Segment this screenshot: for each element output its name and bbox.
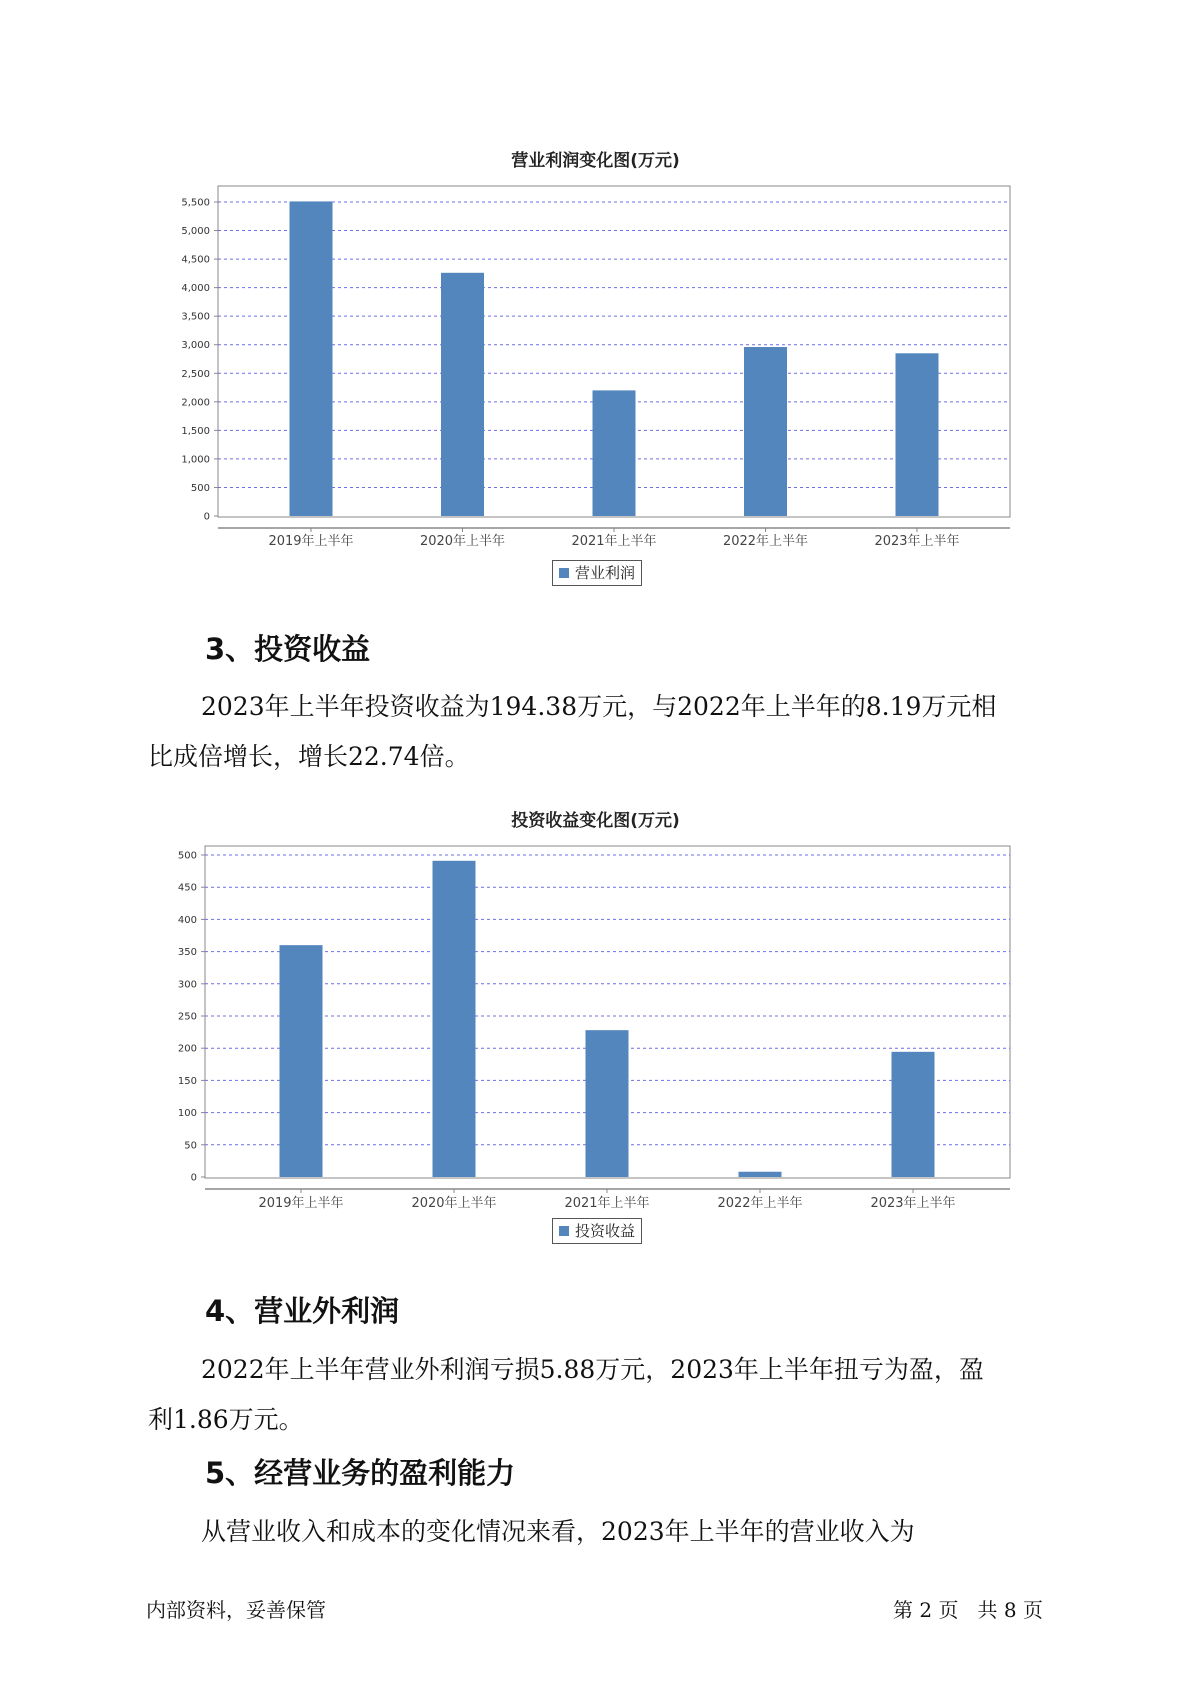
paragraph-profitability bbox=[148, 1507, 1048, 1557]
x-tick-label: 2020年上半年 bbox=[419, 534, 506, 549]
footer-note: 内部资料，妥善保管 bbox=[146, 1598, 326, 1622]
bar bbox=[280, 945, 323, 1177]
x-tick-label: 2020年上半年 bbox=[411, 1196, 497, 1211]
paragraph-line: 2022年上半年营业外利润亏损5.88万元，2023年上半年扭亏为盈，盈 bbox=[201, 1355, 984, 1384]
section-heading-profitability: 5、经营业务的盈利能力 bbox=[205, 1456, 516, 1490]
y-tick-label: 4,000 bbox=[181, 283, 210, 295]
y-tick-label: 1,500 bbox=[181, 425, 210, 437]
y-tick-label: 350 bbox=[177, 947, 197, 959]
y-tick-label: 250 bbox=[177, 1011, 197, 1023]
y-tick-label: 50 bbox=[184, 1140, 197, 1152]
y-tick-label: 3,000 bbox=[181, 340, 210, 352]
y-tick-label: 4,500 bbox=[181, 254, 210, 266]
y-tick-label: 5,000 bbox=[181, 226, 210, 238]
y-tick-label: 200 bbox=[177, 1043, 197, 1055]
x-tick-label: 2019年上半年 bbox=[268, 534, 354, 549]
paragraph-line: 从营业收入和成本的变化情况来看，2023年上半年的营业收入为 bbox=[201, 1517, 915, 1546]
paragraph-non-operating bbox=[148, 1345, 1048, 1445]
y-tick-label: 2,500 bbox=[181, 368, 210, 380]
y-tick-label: 0 bbox=[190, 1172, 197, 1184]
x-tick-label: 2021年上半年 bbox=[564, 1196, 650, 1211]
x-tick-label: 2021年上半年 bbox=[571, 534, 657, 549]
y-tick-label: 2,000 bbox=[181, 397, 210, 409]
y-tick-label: 5,500 bbox=[181, 197, 210, 209]
legend-label: 营业利润 bbox=[575, 564, 636, 582]
legend-label: 投资收益 bbox=[575, 1222, 636, 1240]
bar bbox=[586, 1030, 629, 1177]
x-tick-label: 2022年上半年 bbox=[722, 534, 809, 549]
y-tick-label: 100 bbox=[177, 1108, 197, 1120]
chart-title: 营业利润变化图(万元) bbox=[511, 151, 680, 171]
paragraph-line: 2023年上半年投资收益为194.38万元，与2022年上半年的8.19万元相 bbox=[201, 692, 997, 721]
section-heading-investment: 3、投资收益 bbox=[205, 632, 371, 666]
y-tick-label: 500 bbox=[190, 482, 210, 494]
chart-title: 投资收益变化图(万元) bbox=[511, 811, 680, 831]
paragraph-line: 比成倍增长，增长22.74倍。 bbox=[148, 742, 470, 771]
x-tick-label: 2023年上半年 bbox=[870, 1196, 956, 1211]
y-tick-label: 3,500 bbox=[181, 311, 210, 323]
x-tick-label: 2019年上半年 bbox=[258, 1196, 344, 1211]
paragraph-line: 利1.86万元。 bbox=[148, 1405, 304, 1434]
bar bbox=[892, 1052, 935, 1177]
y-tick-label: 300 bbox=[177, 979, 197, 991]
y-tick-label: 400 bbox=[177, 914, 197, 926]
chart-legend bbox=[552, 1218, 642, 1244]
y-tick-label: 500 bbox=[177, 850, 197, 862]
y-tick-label: 0 bbox=[203, 511, 210, 523]
section-heading-non-operating: 4、营业外利润 bbox=[205, 1294, 400, 1328]
bar bbox=[433, 861, 476, 1177]
bar bbox=[739, 1172, 782, 1177]
legend-swatch bbox=[559, 1226, 569, 1236]
x-tick-label: 2022年上半年 bbox=[717, 1196, 803, 1211]
y-tick-label: 1,000 bbox=[181, 454, 210, 466]
y-tick-label: 450 bbox=[177, 882, 197, 894]
y-tick-label: 150 bbox=[177, 1075, 197, 1087]
x-tick-label: 2023年上半年 bbox=[874, 534, 960, 549]
page-number: 第 2 页 共 8 页 bbox=[893, 1598, 1043, 1622]
